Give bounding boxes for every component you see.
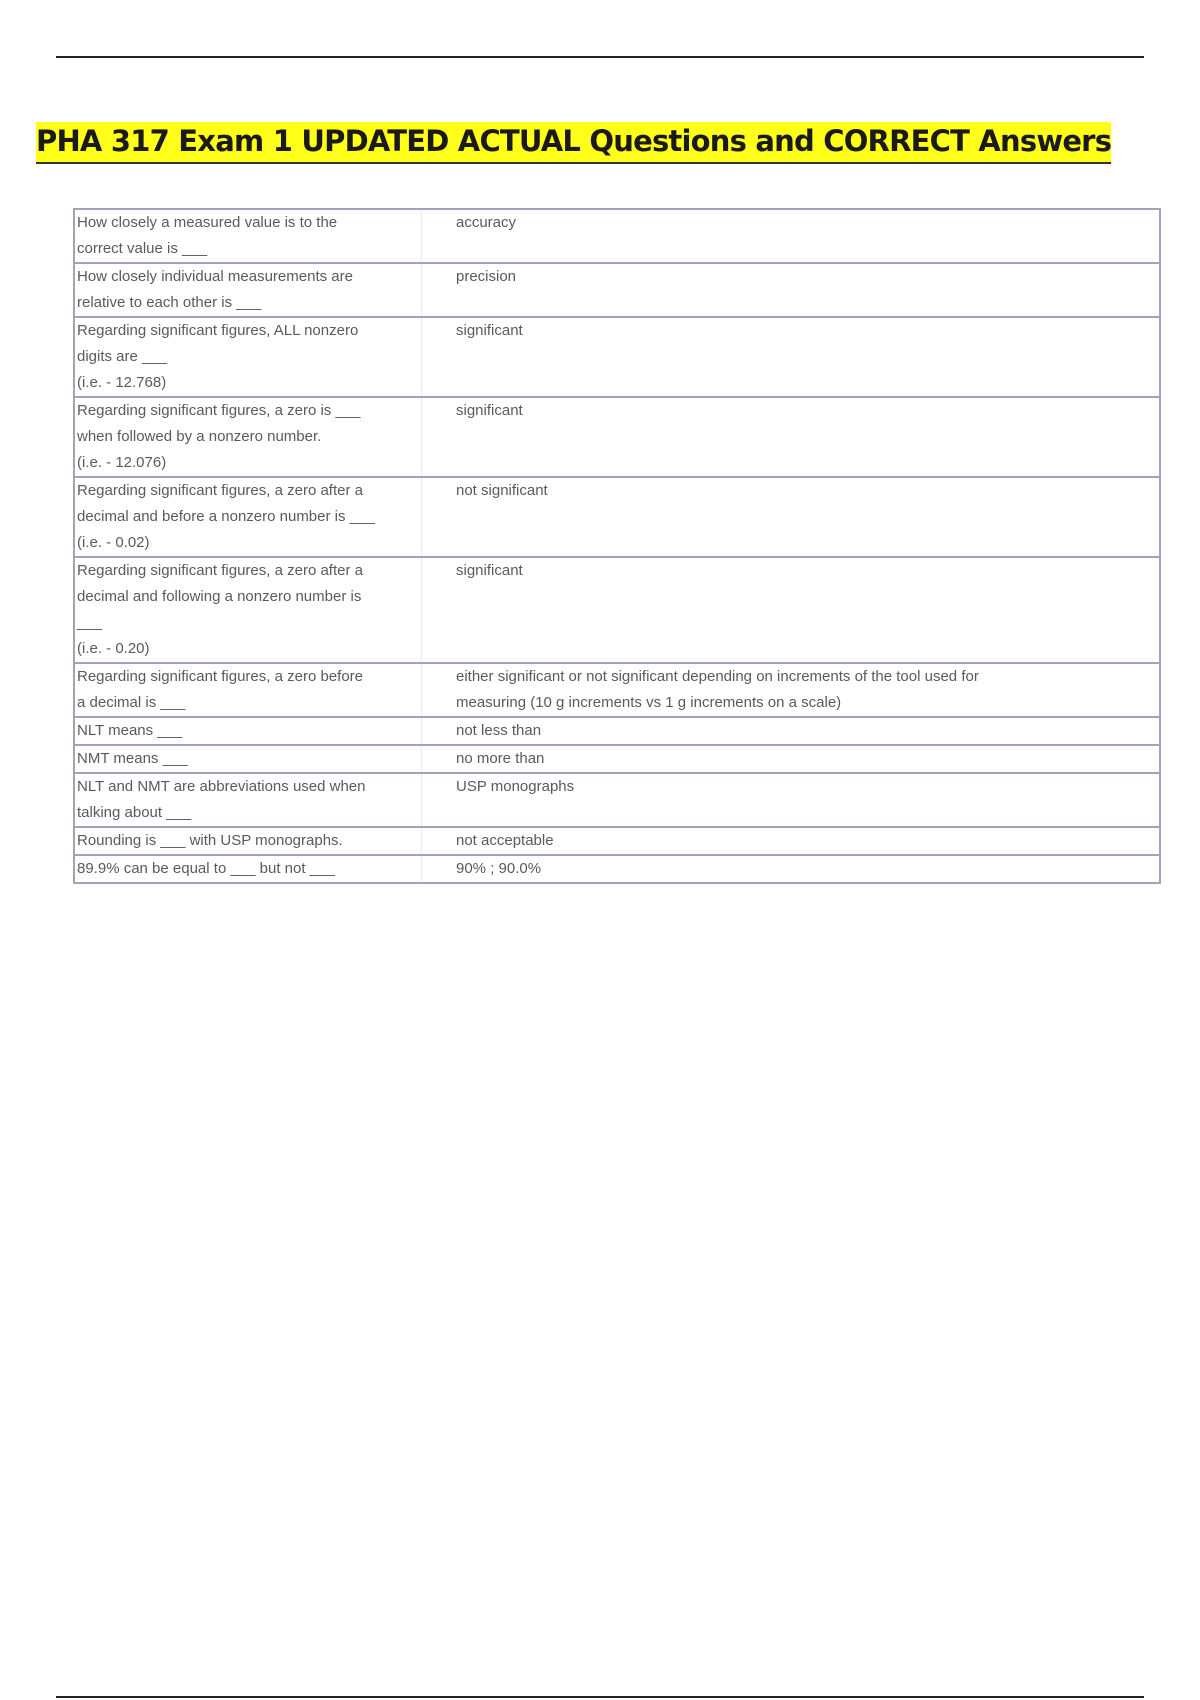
top-rule	[56, 56, 1144, 58]
answer-cell: significant	[422, 397, 1161, 477]
table-row	[74, 557, 1160, 663]
question-cell: Regarding significant figures, ALL nonzero digits are ___ (i.e. - 12.768)	[74, 317, 422, 397]
question-cell: How closely a measured value is to the correct value is ___	[74, 209, 422, 263]
table-row	[74, 745, 1160, 773]
table-row	[74, 663, 1160, 717]
qa-table	[73, 208, 1161, 884]
table-row	[74, 827, 1160, 855]
question-cell: NLT and NMT are abbreviations used when talking about ___	[74, 773, 422, 827]
table-row	[74, 397, 1160, 477]
table-row	[74, 317, 1160, 397]
answer-cell: significant	[422, 557, 1161, 663]
table-row	[74, 773, 1160, 827]
table-row	[74, 263, 1160, 317]
answer-cell: 90% ; 90.0%	[422, 855, 1161, 883]
answer-cell: not less than	[422, 717, 1161, 745]
title-block	[36, 122, 1111, 164]
table-row	[74, 477, 1160, 557]
answer-cell: not significant	[422, 477, 1161, 557]
answer-cell: significant	[422, 317, 1161, 397]
answer-cell: precision	[422, 263, 1161, 317]
answer-cell: accuracy	[422, 209, 1161, 263]
question-cell: Regarding significant figures, a zero is ___ when followed by a nonzero number. (i.e. - 12.076)	[74, 397, 422, 477]
question-cell: How closely individual measurements are relative to each other is ___	[74, 263, 422, 317]
table-row	[74, 717, 1160, 745]
table-row	[74, 855, 1160, 883]
question-cell: Regarding significant figures, a zero after a decimal and following a nonzero number is ___ (i.e. - 0.20)	[74, 557, 422, 663]
document-title: PHA 317 Exam 1 UPDATED ACTUAL Questions and CORRECT Answers	[36, 122, 1111, 164]
question-cell: Regarding significant figures, a zero after a decimal and before a nonzero number is ___ (i.e. - 0.02)	[74, 477, 422, 557]
answer-cell: either significant or not significant depending on increments of the tool used for measuring (10 g increments vs 1 g increments on a scale)	[422, 663, 1161, 717]
bottom-rule	[56, 1696, 1144, 1698]
question-cell: Regarding significant figures, a zero before a decimal is ___	[74, 663, 422, 717]
table-row	[74, 209, 1160, 263]
answer-cell: USP monographs	[422, 773, 1161, 827]
question-cell: 89.9% can be equal to ___ but not ___	[74, 855, 422, 883]
answer-cell: not acceptable	[422, 827, 1161, 855]
question-cell: NMT means ___	[74, 745, 422, 773]
question-cell: NLT means ___	[74, 717, 422, 745]
answer-cell: no more than	[422, 745, 1161, 773]
question-cell: Rounding is ___ with USP monographs.	[74, 827, 422, 855]
